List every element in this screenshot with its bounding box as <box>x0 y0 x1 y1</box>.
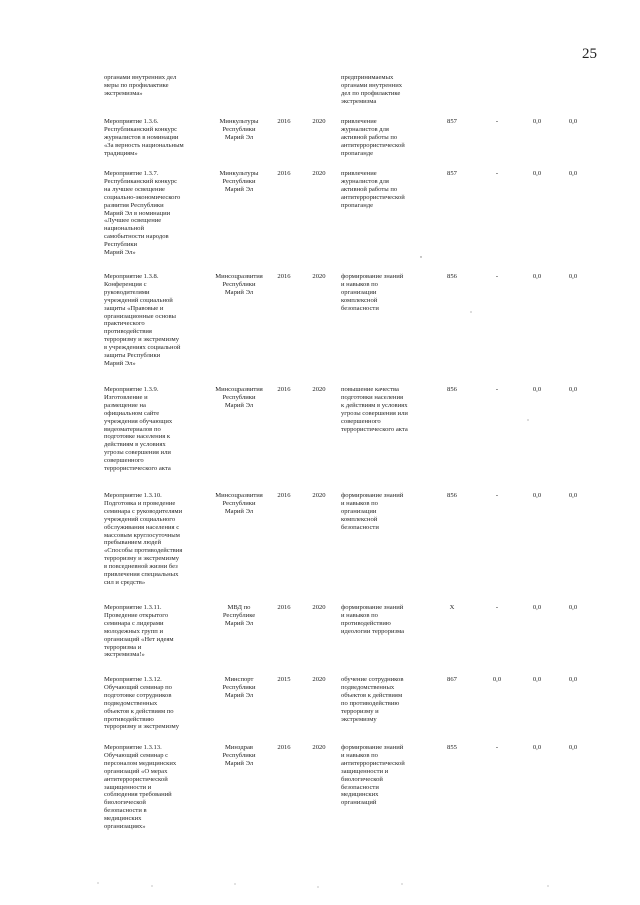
start-year-cell: 2016 <box>277 744 291 751</box>
event-cell: Мероприятие 1.3.10. Подготовка и проведение семинара с руководителями учреждений социального обслуживания населения с массовым круглосуточным пребыванием людей «Способы противодействия терроризму и экстремизму в повседневной жизни без привлечения специальных сил и средств» <box>104 492 183 586</box>
end-year-cell: 2020 <box>312 744 326 751</box>
value-cell-3: 0,0 <box>568 744 578 751</box>
start-year-cell: 2016 <box>277 273 291 280</box>
result-cell: обучение сотрудников подведомственных объектов к действиям по противодействию терроризму и экстремизму <box>341 676 404 723</box>
result-cell: повышение качества подготовки населения к действиям в условиях угрозы совершения или совершенного террористического акта <box>341 386 408 433</box>
value-cell-2: 0,0 <box>532 170 542 177</box>
start-year-cell: 2015 <box>277 676 291 683</box>
responsible-cell: Минспорт Республики Марий Эл <box>222 676 256 699</box>
table-row <box>0 676 640 731</box>
table-row <box>0 170 640 257</box>
event-cell: Мероприятие 1.3.13. Обучающий семинар с персоналом медицинских организаций «О мерах антитеррористической защищенности и соблюдения требований биологической безопасности в медицинских организациях» <box>104 744 177 831</box>
end-year-cell: 2020 <box>312 118 326 125</box>
table-row <box>0 118 640 157</box>
result-cell: формирование знаний и навыков по организации комплексной безопасности <box>341 273 404 312</box>
result-cell: привлечение журналистов для активной работы по антитеррористической пропаганде <box>341 170 405 209</box>
value-cell-3: 0,0 <box>568 273 578 280</box>
start-year-cell: 2016 <box>277 386 291 393</box>
table-row <box>0 744 640 831</box>
value-cell-3: 0,0 <box>568 604 578 611</box>
value-cell-1: - <box>495 170 499 177</box>
start-year-cell: 2016 <box>277 170 291 177</box>
page-number: 25 <box>582 46 597 62</box>
value-cell-2: 0,0 <box>532 273 542 280</box>
end-year-cell: 2020 <box>312 492 326 499</box>
budget-code-cell: 856 <box>447 273 457 280</box>
table-row <box>0 386 640 473</box>
responsible-cell: Минсоцразвития Республики Марий Эл <box>215 492 263 515</box>
budget-code-cell: 857 <box>447 170 457 177</box>
value-cell-1: - <box>495 604 499 611</box>
value-cell-1: - <box>495 273 499 280</box>
value-cell-1: - <box>495 386 499 393</box>
event-cell: Мероприятие 1.3.6. Республиканский конкурс журналистов в номинации «За верность национальным традициям» <box>104 118 184 157</box>
result-cell: формирование знаний и навыков по организации комплексной безопасности <box>341 492 404 531</box>
budget-code-cell: 856 <box>447 492 457 499</box>
value-cell-3: 0,0 <box>568 170 578 177</box>
value-cell-2: 0,0 <box>532 744 542 751</box>
end-year-cell: 2020 <box>312 604 326 611</box>
end-year-cell: 2020 <box>312 386 326 393</box>
value-cell-3: 0,0 <box>568 676 578 683</box>
responsible-cell: Минсоцразвития Республики Марий Эл <box>215 273 263 296</box>
result-cell: формирование знаний и навыков по противодействию идеологии терроризма <box>341 604 405 635</box>
budget-code-cell: 857 <box>447 118 457 125</box>
event-cell: Мероприятие 1.3.8. Конференция с руководителями учреждений социальной защиты «Правовые и организационные основы практического противодействия терроризму и экстремизму в учреждениях социальной защиты Республики Марий Эл» <box>104 273 181 367</box>
event-cell: Мероприятие 1.3.7. Республиканский конкурс на лучшее освещение социально-экономического развития Республики Марий Эл в номинации «Лучшее освещение национальной самобытности народов Республики Марий Эл» <box>104 170 181 257</box>
start-year-cell: 2016 <box>277 604 291 611</box>
responsible-cell: МВД по Республике Марий Эл <box>222 604 256 627</box>
end-year-cell: 2020 <box>312 273 326 280</box>
start-year-cell: 2016 <box>277 492 291 499</box>
event-cell: Мероприятие 1.3.12. Обучающий семинар по подготовке сотрудников подведомственных объектов к действиям по противодействию терроризму и экстремизму <box>104 676 179 731</box>
value-cell-2: 0,0 <box>532 118 542 125</box>
value-cell-2: 0,0 <box>532 604 542 611</box>
end-year-cell: 2020 <box>312 676 326 683</box>
value-cell-2: 0,0 <box>532 676 542 683</box>
value-cell-2: 0,0 <box>532 386 542 393</box>
end-year-cell: 2020 <box>312 170 326 177</box>
result-cell: предпринимаемых органами внутренних дел по профилактике экстремизма <box>341 74 403 105</box>
event-cell: органами внутренних дел меры по профилактике экстремизма» <box>104 74 177 97</box>
table-row <box>0 273 640 367</box>
responsible-cell: Минздрав Республики Марий Эл <box>222 744 256 767</box>
value-cell-3: 0,0 <box>568 386 578 393</box>
value-cell-3: 0,0 <box>568 118 578 125</box>
value-cell-1: - <box>495 118 499 125</box>
responsible-cell: Минкультуры Республики Марий Эл <box>219 170 259 193</box>
value-cell-2: 0,0 <box>532 492 542 499</box>
responsible-cell: Минкультуры Республики Марий Эл <box>219 118 259 141</box>
table-row <box>0 604 640 659</box>
value-cell-1: - <box>495 744 499 751</box>
event-cell: Мероприятие 1.3.11. Проведение открытого семинара с лидерами молодежных групп и организаций «Нет идеям терроризма и экстремизма!» <box>104 604 174 659</box>
event-cell: Мероприятие 1.3.9. Изготовление и размещение на официальном сайте учреждения обучающих видеоматериалов по подготовке населения к действиям в условиях угрозы совершения или совершенного террористического акта <box>104 386 173 473</box>
start-year-cell: 2016 <box>277 118 291 125</box>
budget-code-cell: 855 <box>447 744 457 751</box>
result-cell: формирование знаний и навыков по антитеррористической защищенности и биологической безопасности медицинских организаций <box>341 744 405 807</box>
table-row <box>0 492 640 586</box>
table-row-continuation <box>0 74 640 105</box>
budget-code-cell: Х <box>449 604 455 611</box>
value-cell-1: 0,0 <box>492 676 502 683</box>
result-cell: привлечение журналистов для активной работы по антитеррористической пропаганде <box>341 118 405 157</box>
budget-code-cell: 856 <box>447 386 457 393</box>
value-cell-1: - <box>495 492 499 499</box>
budget-code-cell: 867 <box>447 676 457 683</box>
value-cell-3: 0,0 <box>568 492 578 499</box>
responsible-cell: Минсоцразвития Республики Марий Эл <box>215 386 263 409</box>
